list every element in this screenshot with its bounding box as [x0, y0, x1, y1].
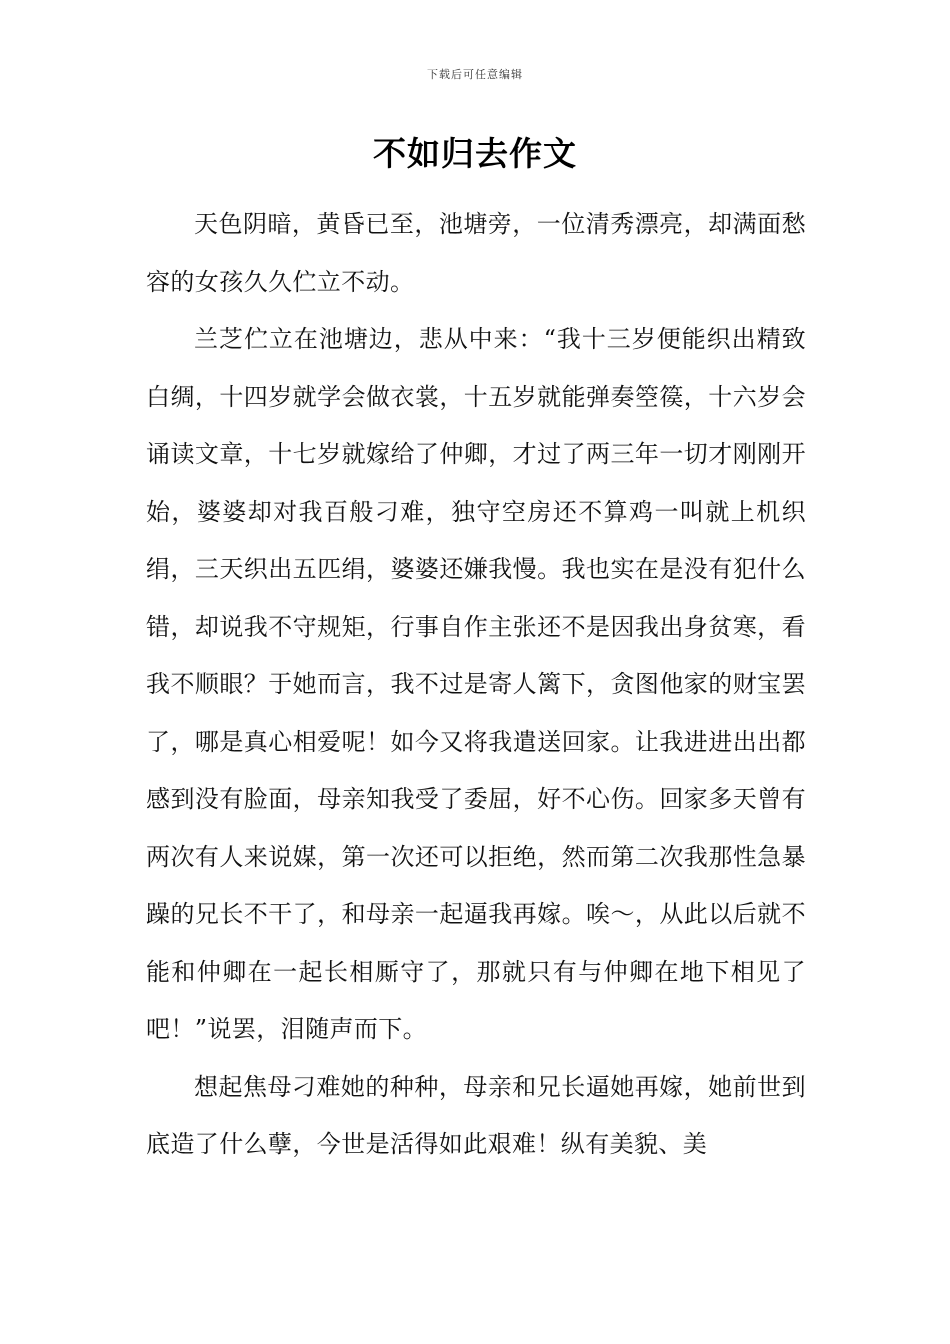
- paragraph-1: 天色阴暗，黄昏已至，池塘旁，一位清秀漂亮，却满面愁容的女孩久久伫立不动。: [146, 210, 806, 296]
- paragraph-2: 兰芝伫立在池塘边，悲从中来：“我十三岁便能织出精致白绸，十四岁就学会做衣裳，十五岁就能弹奏箜篌，十六岁会诵读文章，十七岁就嫁给了仲卿，才过了两三年一切才刚刚开始，婆婆却对我百般刁难，独守空房还不算鸡一叫就上机织绢，三天织出五匹绢，婆婆还嫌我慢。我也实在是没有犯什么错，却说我不守规矩，行事自作主张还不是因我出身贫寒，看我不顺眼？于她而言，我不过是寄人篱下，贪图他家的财宝罢了，哪是真心相爱呢！如今又将我遣送回家。让我进进出出都感到没有脸面，母亲知我受了委屈，好不心伤。回家多天曾有两次有人来说媒，第一次还可以拒绝，然而第二次我那性急暴躁的兄长不干了，和母亲一起逼我再嫁。唉～，从此以后就不能和仲卿在一起长相厮守了，那就只有与仲卿在地下相见了吧！”说罢，泪随声而下。: [146, 325, 806, 1043]
- header-note: 下载后可任意编辑: [427, 68, 523, 81]
- document-body: [146, 196, 806, 1174]
- document-title: 不如归去作文: [373, 134, 577, 173]
- paragraph-3: 想起焦母刁难她的种种，母亲和兄长逼她再嫁，她前世到底造了什么孽，今世是活得如此艰难！纵有美貌、美: [146, 1072, 806, 1158]
